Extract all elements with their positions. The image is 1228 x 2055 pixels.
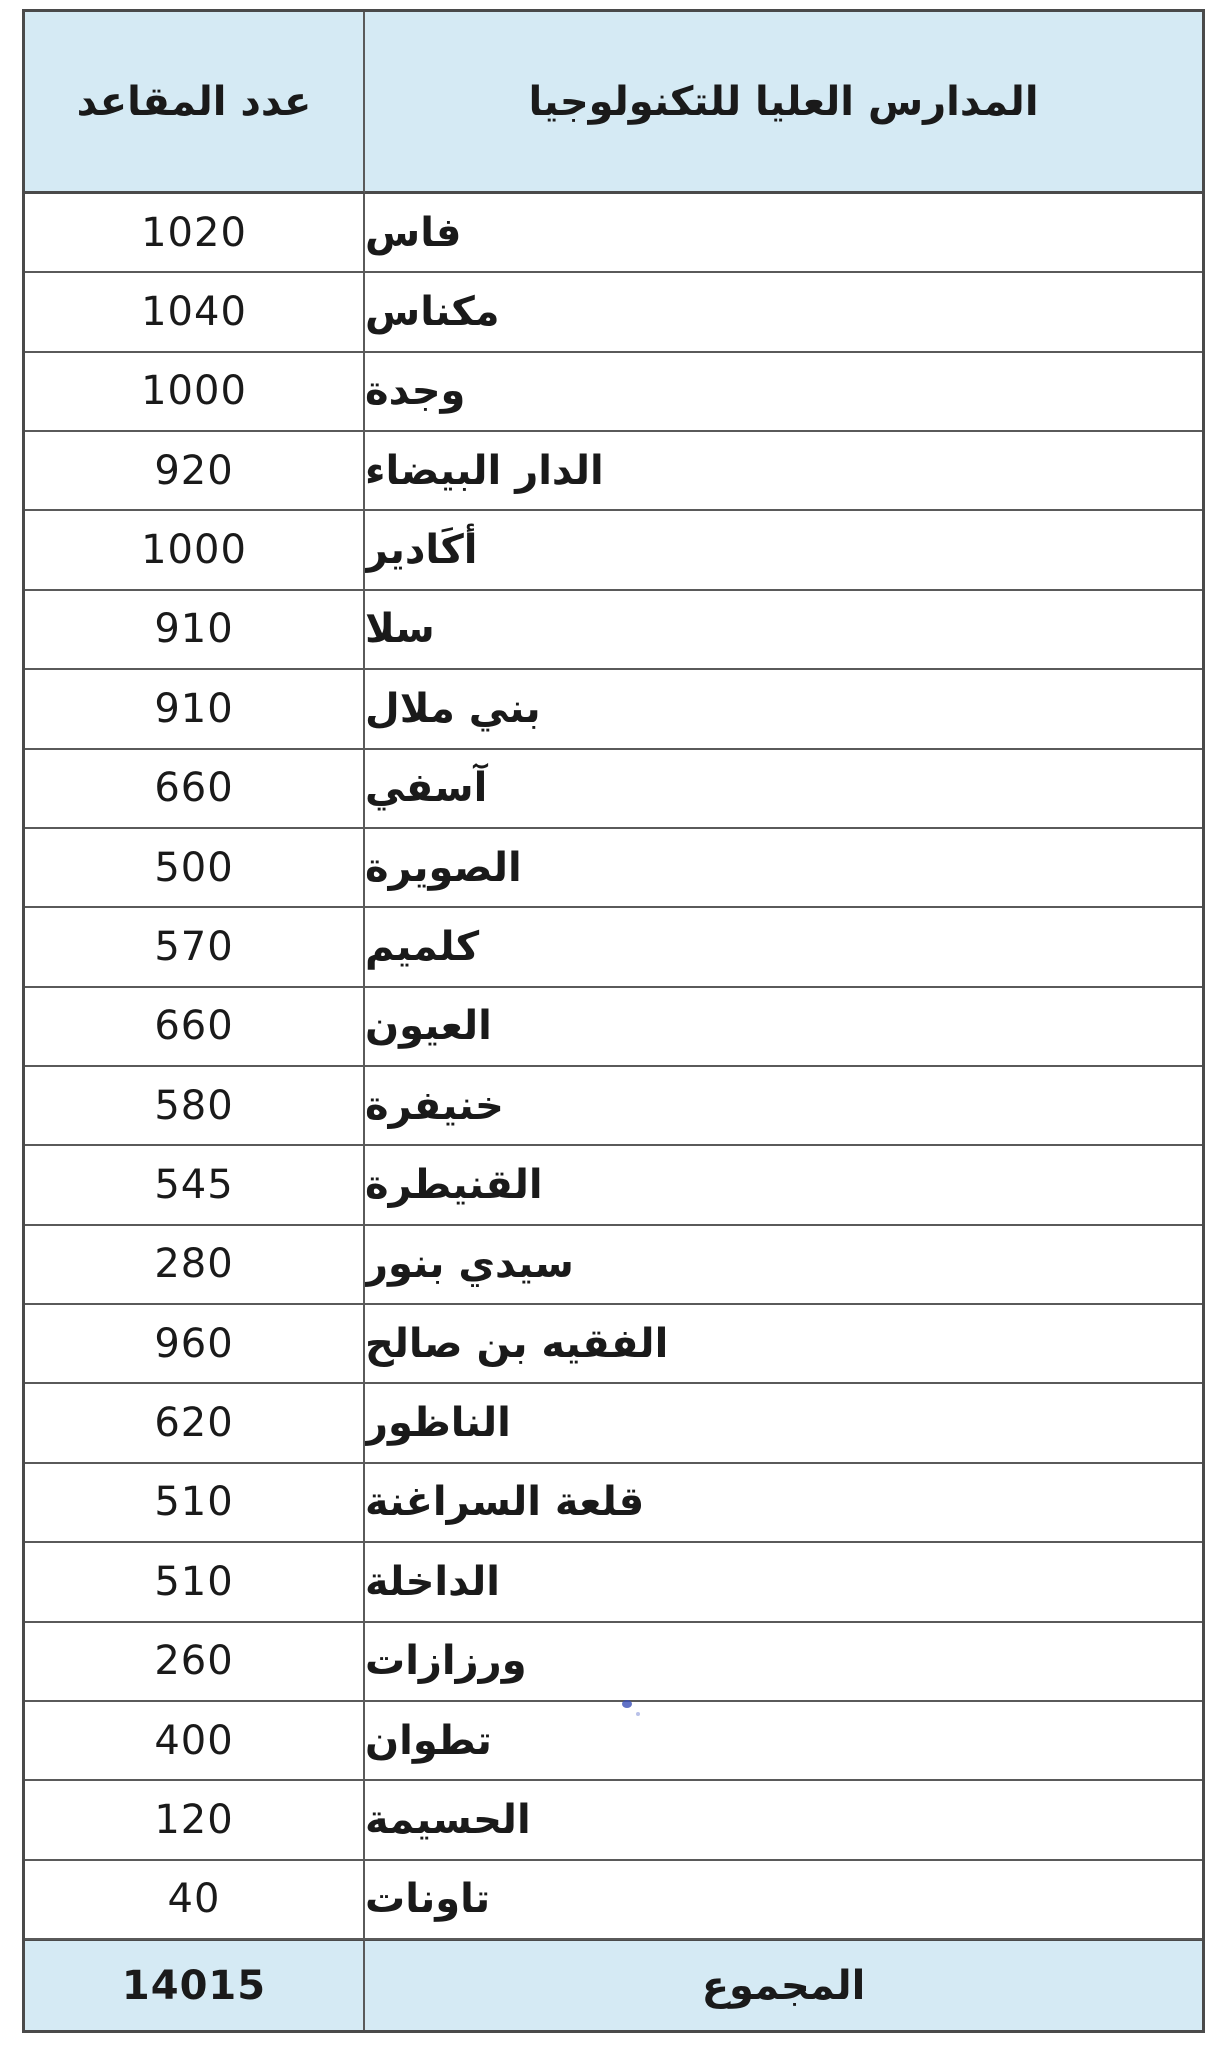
row-seats: 40 — [25, 1861, 365, 1940]
row-city: تاونات — [365, 1861, 1202, 1940]
row-city: مكناس — [365, 273, 1202, 352]
row-city: الحسيمة — [365, 1781, 1202, 1860]
row-city: ورزازات — [365, 1623, 1202, 1702]
row-city: وجدة — [365, 353, 1202, 432]
row-seats: 660 — [25, 750, 365, 829]
row-seats: 1000 — [25, 511, 365, 590]
row-seats: 545 — [25, 1146, 365, 1225]
row-seats: 400 — [25, 1702, 365, 1781]
row-seats: 500 — [25, 829, 365, 908]
row-seats: 1000 — [25, 353, 365, 432]
row-city: الدار البيضاء — [365, 432, 1202, 511]
row-city: خنيفرة — [365, 1067, 1202, 1146]
row-seats: 910 — [25, 670, 365, 749]
row-seats: 920 — [25, 432, 365, 511]
row-seats: 660 — [25, 988, 365, 1067]
row-seats: 910 — [25, 591, 365, 670]
row-city: سيدي بنور — [365, 1226, 1202, 1305]
ink-speck-small — [636, 1712, 640, 1716]
header-seats: عدد المقاعد — [25, 12, 365, 194]
row-city: الصويرة — [365, 829, 1202, 908]
row-city: الداخلة — [365, 1543, 1202, 1622]
row-city: آسفي — [365, 750, 1202, 829]
row-seats: 280 — [25, 1226, 365, 1305]
row-city: القنيطرة — [365, 1146, 1202, 1225]
total-seats: 14015 — [25, 1940, 365, 2030]
row-seats: 620 — [25, 1384, 365, 1463]
header-schools: المدارس العليا للتكنولوجيا — [365, 12, 1202, 194]
row-city: العيون — [365, 988, 1202, 1067]
row-city: سلا — [365, 591, 1202, 670]
row-city: تطوان — [365, 1702, 1202, 1781]
row-seats: 580 — [25, 1067, 365, 1146]
row-city: بني ملال — [365, 670, 1202, 749]
row-city: الناظور — [365, 1384, 1202, 1463]
row-city: الفقيه بن صالح — [365, 1305, 1202, 1384]
row-seats: 960 — [25, 1305, 365, 1384]
ink-speck — [622, 1700, 632, 1708]
total-label: المجموع — [365, 1940, 1202, 2030]
row-seats: 1040 — [25, 273, 365, 352]
row-city: أكَادير — [365, 511, 1202, 590]
row-city: كلميم — [365, 908, 1202, 987]
row-seats: 510 — [25, 1464, 365, 1543]
row-seats: 570 — [25, 908, 365, 987]
row-city: قلعة السراغنة — [365, 1464, 1202, 1543]
row-seats: 260 — [25, 1623, 365, 1702]
row-city: فاس — [365, 194, 1202, 273]
seats-table — [22, 9, 1205, 2033]
row-seats: 1020 — [25, 194, 365, 273]
row-seats: 510 — [25, 1543, 365, 1622]
row-seats: 120 — [25, 1781, 365, 1860]
